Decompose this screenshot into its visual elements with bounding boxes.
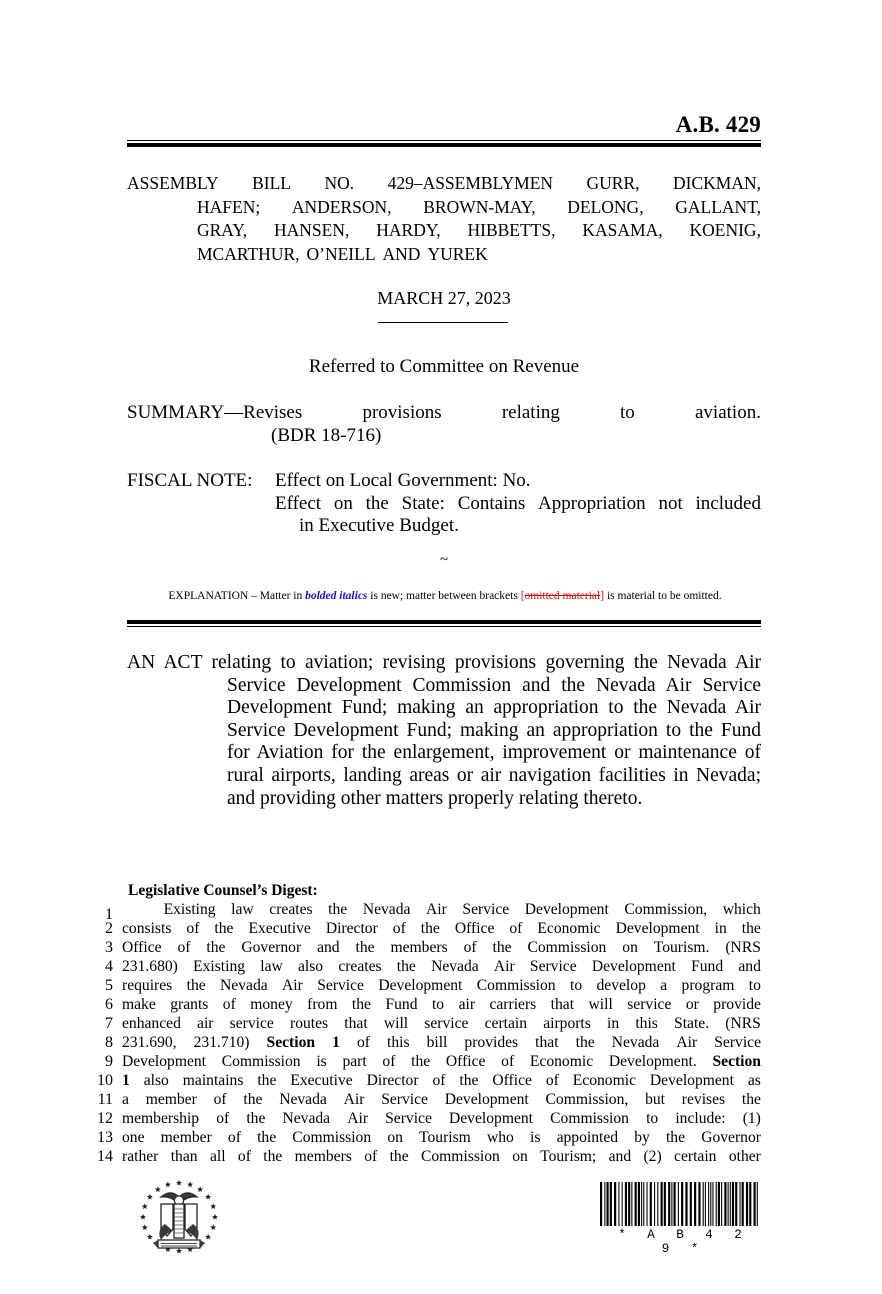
an-act-text: AN ACT relating to aviation; revising provisions governing the Nevada Air Service Development Commission and the Nevada Air Service Development Fund; making an appropriation to the Nevada Air Service Development Fund; making an appropriation to the Fund for Aviation for the enlargement, improvement or maintenance of rural airports, landing areas or air navigation facilities in Nevada; and providing other matters properly relating thereto.	[127, 652, 761, 809]
digest-line-text: 1 also maintains the Executive Director of the Office of Economic Development as	[122, 1072, 761, 1089]
bill-number: A.B. 429	[675, 112, 761, 137]
digest-line-number: 10	[97, 1072, 113, 1089]
digest-line	[88, 901, 761, 923]
digest-line-text: requires the Nevada Air Service Development Commission to develop a program to	[122, 977, 761, 994]
digest-line	[88, 1053, 761, 1072]
barcode-block	[600, 1182, 760, 1256]
digest-line-number: 1	[105, 906, 113, 923]
digest-line	[88, 1091, 761, 1110]
digest-line	[88, 920, 761, 939]
digest-line-number: 14	[97, 1148, 113, 1165]
digest-line-number: 5	[105, 977, 113, 994]
digest-line-text: consists of the Executive Director of the Office of Economic Development in the	[122, 920, 761, 937]
bdr-number: (BDR 18-716)	[271, 425, 382, 446]
digest-line-text: 231.680) Existing law also creates the Nevada Air Service Development Fund and	[122, 958, 761, 975]
explanation-omitted-matter: omitted material	[524, 590, 601, 602]
digest-line	[88, 1110, 761, 1129]
digest-line-text: one member of the Commission on Tourism who is appointed by the Governor	[122, 1129, 761, 1146]
digest-line-number: 12	[97, 1110, 113, 1127]
digest-line-text: Office of the Governor and the members of the Commission on Tourism. (NRS	[122, 939, 761, 956]
bill-date: MARCH 27, 2023	[377, 288, 511, 308]
referral-line: Referred to Committee on Revenue	[308, 356, 580, 377]
sponsor-line: HAFEN; ANDERSON, BROWN-MAY, DELONG, GALLANT,	[197, 196, 761, 217]
digest-heading: Legislative Counsel’s Digest:	[128, 882, 318, 899]
digest-line-number: 8	[105, 1034, 113, 1051]
digest-line	[88, 977, 761, 996]
tilde-separator: ~	[439, 552, 449, 568]
digest-line-text: make grants of money from the Fund to air carriers that will service or provide	[122, 996, 761, 1013]
an-act-block	[127, 652, 761, 810]
digest-line-text: Existing law creates the Nevada Air Service Development Commission, which	[163, 901, 761, 918]
digest-line-number: 13	[97, 1129, 113, 1146]
nevada-state-seal-icon	[128, 1172, 232, 1258]
explanation-bracket-close: ]	[600, 590, 605, 602]
digest-line-text: membership of the Nevada Air Service Development Commission to include: (1)	[122, 1110, 761, 1127]
explanation-bracket-open: [	[520, 590, 525, 602]
digest-line	[88, 1015, 761, 1034]
sponsor-block	[127, 172, 761, 266]
digest-line-text: rather than all of the members of the Commission on Tourism; and (2) certain other	[122, 1148, 761, 1165]
digest-line	[88, 1148, 761, 1167]
sponsor-line: MCARTHUR, O’NEILL AND YUREK	[197, 243, 488, 264]
fiscal-note-label: FISCAL NOTE:	[127, 470, 253, 491]
sponsor-line: GRAY, HANSEN, HARDY, HIBBETTS, KASAMA, KOENIG,	[197, 220, 761, 240]
digest-line-text: enhanced air service routes that will service certain airports in this State. (NRS	[122, 1015, 761, 1032]
barcode-label: * A B 4 2 9 *	[618, 1228, 749, 1256]
digest-line-text: 231.690, 231.710) Section 1 of this bill provides that the Nevada Air Service	[122, 1034, 761, 1051]
digest-line	[88, 1034, 761, 1053]
digest-block	[88, 901, 761, 1167]
digest-line-number: 6	[105, 996, 113, 1013]
fiscal-local-government: Effect on Local Government: No.	[275, 470, 531, 491]
fiscal-note-block	[127, 470, 761, 538]
digest-line-text: a member of the Nevada Air Service Development Commission, but revises the	[122, 1091, 761, 1108]
digest-line-number: 11	[97, 1091, 113, 1108]
digest-line-text: Development Commission is part of the Office of Economic Development. Section	[122, 1053, 761, 1070]
sponsor-line: ASSEMBLY BILL NO. 429–ASSEMBLYMEN GURR, DICKMAN,	[127, 173, 761, 193]
explanation-suffix: is material to be omitted.	[604, 590, 722, 602]
digest-line	[88, 996, 761, 1015]
date-divider	[378, 322, 508, 323]
digest-line	[88, 939, 761, 958]
fiscal-state-line2: in Executive Budget.	[299, 515, 459, 536]
fiscal-state-line1: Effect on the State: Contains Appropriation not included	[275, 492, 761, 514]
digest-line-number: 3	[105, 939, 113, 956]
digest-line-number: 2	[105, 920, 113, 937]
summary-text: SUMMARY—Revises provisions relating to aviation.	[127, 402, 761, 423]
explanation-middle: is new; matter between brackets	[367, 590, 521, 602]
digest-line	[88, 958, 761, 977]
explanation-new-matter: bolded italics	[305, 590, 368, 602]
digest-line	[88, 1129, 761, 1148]
barcode-image	[600, 1182, 760, 1226]
digest-line-number: 4	[105, 958, 113, 975]
body-divider	[127, 620, 761, 627]
digest-line-number: 7	[105, 1015, 113, 1032]
explanation-line	[136, 589, 754, 603]
summary-block	[127, 402, 761, 447]
header-divider	[127, 140, 761, 147]
digest-line	[88, 1072, 761, 1091]
explanation-prefix: EXPLANATION – Matter in	[168, 590, 306, 602]
digest-line-number: 9	[105, 1053, 113, 1070]
